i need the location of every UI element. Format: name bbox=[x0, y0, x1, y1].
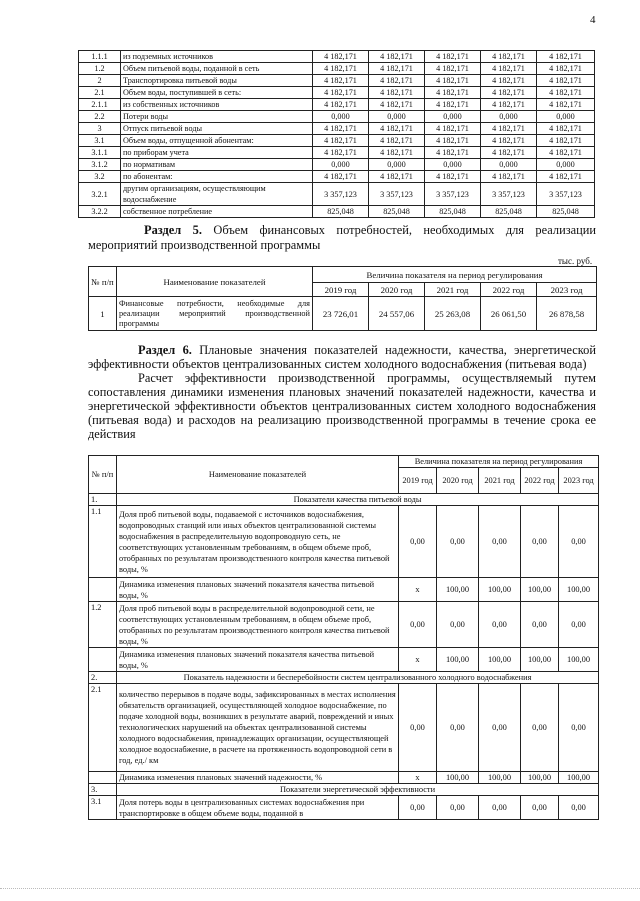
row-value: 0,00 bbox=[437, 684, 479, 772]
row-value: 4 182,171 bbox=[537, 135, 595, 147]
row-value: 4 182,171 bbox=[481, 123, 537, 135]
financial-needs-table bbox=[88, 266, 597, 331]
row-label: Динамика изменения плановых значений показателя качества питьевой воды, % bbox=[117, 578, 399, 602]
row-value: 4 182,171 bbox=[425, 99, 481, 111]
row-value: 0,000 bbox=[425, 159, 481, 171]
row-num: 2.2 bbox=[79, 111, 121, 123]
row-value: 100,00 bbox=[559, 772, 599, 784]
row-value: 0,00 bbox=[437, 796, 479, 820]
row-label: количество перерывов в подаче воды, зафиксированных в местах исполнения обязательств организацией, осуществляющей холодное водоснабжение, по подаче холодной воды, возникших в результате аварий, повреждений и иных технологических нарушений на объектах централизованной системы холодного водоснабжения, принадлежащих организации, осуществляющей холодное водоснабжение, в расчете на протяженность водопроводной сети в год, ед./ км bbox=[117, 684, 399, 772]
row-value: 0,00 bbox=[521, 506, 559, 578]
row-value: 0,000 bbox=[369, 111, 425, 123]
row-value: 4 182,171 bbox=[537, 147, 595, 159]
section-6-heading bbox=[88, 343, 596, 371]
section-row bbox=[89, 784, 599, 796]
row-value: 26 878,58 bbox=[537, 297, 597, 331]
row-value: 0,000 bbox=[313, 111, 369, 123]
row-value: 4 182,171 bbox=[313, 147, 369, 159]
row-value: 4 182,171 bbox=[313, 123, 369, 135]
row-value: 4 182,171 bbox=[481, 51, 537, 63]
row-value: 0,00 bbox=[559, 796, 599, 820]
header-year: 2022 год bbox=[521, 468, 559, 494]
section-6-label: Раздел 6. bbox=[138, 343, 192, 357]
row-value: 100,00 bbox=[479, 578, 521, 602]
row-value: 0,00 bbox=[521, 602, 559, 648]
row-value: 4 182,171 bbox=[369, 63, 425, 75]
row-label: по нормативам bbox=[121, 159, 313, 171]
table-row bbox=[79, 123, 595, 135]
row-value: 0,000 bbox=[537, 159, 595, 171]
row-value: 0,00 bbox=[399, 796, 437, 820]
row-label: по абонентам: bbox=[121, 171, 313, 183]
row-value: 100,00 bbox=[479, 648, 521, 672]
row-value: 26 061,50 bbox=[481, 297, 537, 331]
row-value: 4 182,171 bbox=[537, 63, 595, 75]
row-value: 4 182,171 bbox=[425, 87, 481, 99]
row-value: 0,00 bbox=[399, 602, 437, 648]
row-value: 4 182,171 bbox=[481, 135, 537, 147]
section-5-heading bbox=[88, 223, 596, 253]
row-value: 0,00 bbox=[399, 684, 437, 772]
row-num: 3.1.2 bbox=[79, 159, 121, 171]
row-value: x bbox=[399, 648, 437, 672]
row-value: x bbox=[399, 772, 437, 784]
header-year: 2020 год bbox=[437, 468, 479, 494]
header-period: Величина показателя на период регулирования bbox=[313, 267, 597, 283]
row-label: по приборам учета bbox=[121, 147, 313, 159]
row-value: 4 182,171 bbox=[313, 63, 369, 75]
row-value: 0,00 bbox=[479, 602, 521, 648]
row-value: 4 182,171 bbox=[313, 87, 369, 99]
row-label: Объем воды, отпущенной абонентам: bbox=[121, 135, 313, 147]
row-value: 4 182,171 bbox=[425, 147, 481, 159]
row-label: Доля потерь воды в централизованных системах водоснабжения при транспортировке в общем объеме воды, поданной в bbox=[117, 796, 399, 820]
row-label: Динамика изменения плановых значений надежности, % bbox=[117, 772, 399, 784]
row-value: 4 182,171 bbox=[425, 75, 481, 87]
row-value: 4 182,171 bbox=[481, 87, 537, 99]
row-label: Доля проб питьевой воды в распределительной водопроводной сети, не соответствующих установленным требованиям, в общем объеме проб, отобранных по результатам производственного контроля качества питьевой воды, % bbox=[117, 602, 399, 648]
header-num: № п/п bbox=[89, 456, 117, 494]
table-row bbox=[89, 578, 599, 602]
row-value: 4 182,171 bbox=[537, 75, 595, 87]
table-row bbox=[89, 506, 599, 578]
table-row bbox=[89, 684, 599, 772]
row-value: 4 182,171 bbox=[369, 99, 425, 111]
row-value: 100,00 bbox=[559, 648, 599, 672]
section-title: Показатели качества питьевой воды bbox=[117, 494, 599, 506]
table-row bbox=[79, 171, 595, 183]
row-value: 100,00 bbox=[521, 772, 559, 784]
row-value: 100,00 bbox=[437, 578, 479, 602]
row-value: 100,00 bbox=[559, 578, 599, 602]
row-value: 4 182,171 bbox=[481, 99, 537, 111]
row-value: 4 182,171 bbox=[369, 87, 425, 99]
row-value: 4 182,171 bbox=[313, 75, 369, 87]
table-row bbox=[89, 796, 599, 820]
row-num: 1.1.1 bbox=[79, 51, 121, 63]
section-num: 1. bbox=[89, 494, 117, 506]
row-value: 100,00 bbox=[437, 648, 479, 672]
section-num: 3. bbox=[89, 784, 117, 796]
row-value: 0,000 bbox=[369, 159, 425, 171]
table-row bbox=[79, 111, 595, 123]
row-value: 0,00 bbox=[521, 684, 559, 772]
row-value: 4 182,171 bbox=[369, 75, 425, 87]
table-row bbox=[89, 602, 599, 648]
table-row bbox=[79, 87, 595, 99]
header-num: № п/п bbox=[89, 267, 117, 297]
row-label: Финансовые потребности, необходимые для реализации мероприятий производственной программы bbox=[117, 297, 313, 331]
row-value: 4 182,171 bbox=[425, 171, 481, 183]
table-row bbox=[89, 772, 599, 784]
row-value: 4 182,171 bbox=[425, 63, 481, 75]
indicators-table bbox=[88, 455, 599, 820]
row-value: 4 182,171 bbox=[481, 147, 537, 159]
section-5-label: Раздел 5. bbox=[144, 223, 202, 237]
row-label: Отпуск питьевой воды bbox=[121, 123, 313, 135]
row-value: 0,000 bbox=[481, 159, 537, 171]
row-label: Доля проб питьевой воды, подаваемой с источников водоснабжения, водопроводных станций или иных объектов централизованной системы водоснабжения в распределительную водопроводную сеть, не соответствующих установленным требованиям, в общем объеме проб, отобранных по результатам производственного контроля качества питьевой воды, % bbox=[117, 506, 399, 578]
row-value: 4 182,171 bbox=[425, 123, 481, 135]
row-value: 0,00 bbox=[437, 506, 479, 578]
section-5-title: Объем финансовых потребностей, необходимых для реализации мероприятий производственной программы bbox=[88, 223, 596, 252]
row-num: 2.1 bbox=[79, 87, 121, 99]
row-label: Потери воды bbox=[121, 111, 313, 123]
header-period: Величина показателя на период регулирования bbox=[399, 456, 599, 468]
row-value: 3 357,123 bbox=[369, 183, 425, 206]
row-num: 3.2 bbox=[79, 171, 121, 183]
row-value: 0,00 bbox=[559, 602, 599, 648]
row-value: 4 182,171 bbox=[313, 99, 369, 111]
row-value: 3 357,123 bbox=[425, 183, 481, 206]
header-year: 2021 год bbox=[425, 283, 481, 297]
row-value: 4 182,171 bbox=[313, 51, 369, 63]
table-row bbox=[79, 75, 595, 87]
row-value: 0,00 bbox=[521, 796, 559, 820]
row-value: 100,00 bbox=[479, 772, 521, 784]
row-value: 100,00 bbox=[521, 578, 559, 602]
row-value: 23 726,01 bbox=[313, 297, 369, 331]
row-num: 2 bbox=[79, 75, 121, 87]
section-6 bbox=[88, 343, 596, 441]
row-value: 24 557,06 bbox=[369, 297, 425, 331]
row-value: 3 357,123 bbox=[481, 183, 537, 206]
row-value: 0,000 bbox=[313, 159, 369, 171]
row-value: 4 182,171 bbox=[537, 51, 595, 63]
row-label: собственное потребление bbox=[121, 206, 313, 218]
row-value: 4 182,171 bbox=[425, 135, 481, 147]
row-value: 4 182,171 bbox=[481, 63, 537, 75]
table-row bbox=[79, 206, 595, 218]
page-number: 4 bbox=[590, 14, 596, 26]
table-row bbox=[79, 99, 595, 111]
row-label: из собственных источников bbox=[121, 99, 313, 111]
row-value: 0,00 bbox=[479, 506, 521, 578]
row-value: 0,000 bbox=[425, 111, 481, 123]
header-year: 2019 год bbox=[399, 468, 437, 494]
row-value: 4 182,171 bbox=[481, 171, 537, 183]
header-year: 2020 год bbox=[369, 283, 425, 297]
row-num: 2.1.1 bbox=[79, 99, 121, 111]
header-name: Наименование показателей bbox=[117, 267, 313, 297]
scan-edge bbox=[0, 888, 640, 889]
row-value: 3 357,123 bbox=[313, 183, 369, 206]
row-label: другим организациям, осуществляющим водоснабжение bbox=[121, 183, 313, 206]
row-value: 3 357,123 bbox=[537, 183, 595, 206]
row-num: 3.1 bbox=[89, 796, 117, 820]
row-label: Объем воды, поступившей в сеть: bbox=[121, 87, 313, 99]
row-num: 3.2.2 bbox=[79, 206, 121, 218]
table-row bbox=[89, 297, 597, 331]
row-num: 3.1.1 bbox=[79, 147, 121, 159]
row-value: 4 182,171 bbox=[369, 147, 425, 159]
table-row bbox=[79, 183, 595, 206]
section-row bbox=[89, 494, 599, 506]
table-row bbox=[79, 63, 595, 75]
row-value: 825,048 bbox=[481, 206, 537, 218]
row-value: 4 182,171 bbox=[369, 171, 425, 183]
row-label: Объем питьевой воды, поданной в сеть bbox=[121, 63, 313, 75]
row-label: из подземных источников bbox=[121, 51, 313, 63]
row-value: 4 182,171 bbox=[481, 75, 537, 87]
header-year: 2021 год bbox=[479, 468, 521, 494]
row-num: 1 bbox=[89, 297, 117, 331]
section-num: 2. bbox=[89, 672, 117, 684]
row-value: 4 182,171 bbox=[537, 171, 595, 183]
section-title: Показатель надежности и бесперебойности систем централизованного холодного водоснабжения bbox=[117, 672, 599, 684]
row-value: 25 263,08 bbox=[425, 297, 481, 331]
row-value: 0,00 bbox=[399, 506, 437, 578]
header-year: 2019 год bbox=[313, 283, 369, 297]
row-label: Динамика изменения плановых значений показателя качества питьевой воды, % bbox=[117, 648, 399, 672]
row-num: 1.2 bbox=[79, 63, 121, 75]
row-value: 0,00 bbox=[559, 506, 599, 578]
row-value: 0,00 bbox=[559, 684, 599, 772]
header-year: 2023 год bbox=[559, 468, 599, 494]
row-value: 0,000 bbox=[481, 111, 537, 123]
row-value: 4 182,171 bbox=[313, 135, 369, 147]
table-row bbox=[79, 147, 595, 159]
row-num: 1.2 bbox=[89, 602, 117, 648]
row-num: 3.1 bbox=[79, 135, 121, 147]
row-value: 0,00 bbox=[479, 684, 521, 772]
row-value: 100,00 bbox=[437, 772, 479, 784]
section-row bbox=[89, 672, 599, 684]
row-value: 825,048 bbox=[537, 206, 595, 218]
row-value: 4 182,171 bbox=[313, 171, 369, 183]
row-value: 825,048 bbox=[313, 206, 369, 218]
row-value: 4 182,171 bbox=[369, 51, 425, 63]
section-6-title: Плановые значения показателей надежности, качества, энергетической эффективности объектов централизованных систем холодного водоснабжения (питьевая вода) bbox=[88, 343, 596, 371]
row-value: 825,048 bbox=[425, 206, 481, 218]
header-year: 2023 год bbox=[537, 283, 597, 297]
row-num: 3 bbox=[79, 123, 121, 135]
row-value: 4 182,171 bbox=[425, 51, 481, 63]
row-value: x bbox=[399, 578, 437, 602]
row-value: 0,00 bbox=[479, 796, 521, 820]
section-title: Показатели энергетической эффективности bbox=[117, 784, 599, 796]
water-balance-table bbox=[78, 50, 595, 218]
row-num: 1.1 bbox=[89, 506, 117, 578]
table-row bbox=[79, 159, 595, 171]
table-row bbox=[89, 648, 599, 672]
table-row bbox=[79, 135, 595, 147]
header-name: Наименование показателей bbox=[117, 456, 399, 494]
row-value: 4 182,171 bbox=[537, 123, 595, 135]
row-value: 4 182,171 bbox=[537, 99, 595, 111]
row-value: 825,048 bbox=[369, 206, 425, 218]
header-year: 2022 год bbox=[481, 283, 537, 297]
row-value: 4 182,171 bbox=[369, 135, 425, 147]
row-num: 3.2.1 bbox=[79, 183, 121, 206]
row-num: 2.1 bbox=[89, 684, 117, 772]
row-value: 0,00 bbox=[437, 602, 479, 648]
row-label: Транспортировка питьевой воды bbox=[121, 75, 313, 87]
row-value: 4 182,171 bbox=[537, 87, 595, 99]
section-6-paragraph: Расчет эффективности производственной программы, осуществляемый путем сопоставления динамики изменения плановых значений показателей надежности, качества и энергетической эффективности объектов централизованных систем холодного водоснабжения (питьевая вода) и расходов на реализацию производственной программы в течение срока ее действия bbox=[88, 371, 596, 441]
unit-label: тыс. руб. bbox=[558, 256, 593, 266]
table-row bbox=[79, 51, 595, 63]
row-value: 4 182,171 bbox=[369, 123, 425, 135]
row-value: 100,00 bbox=[521, 648, 559, 672]
row-value: 0,000 bbox=[537, 111, 595, 123]
